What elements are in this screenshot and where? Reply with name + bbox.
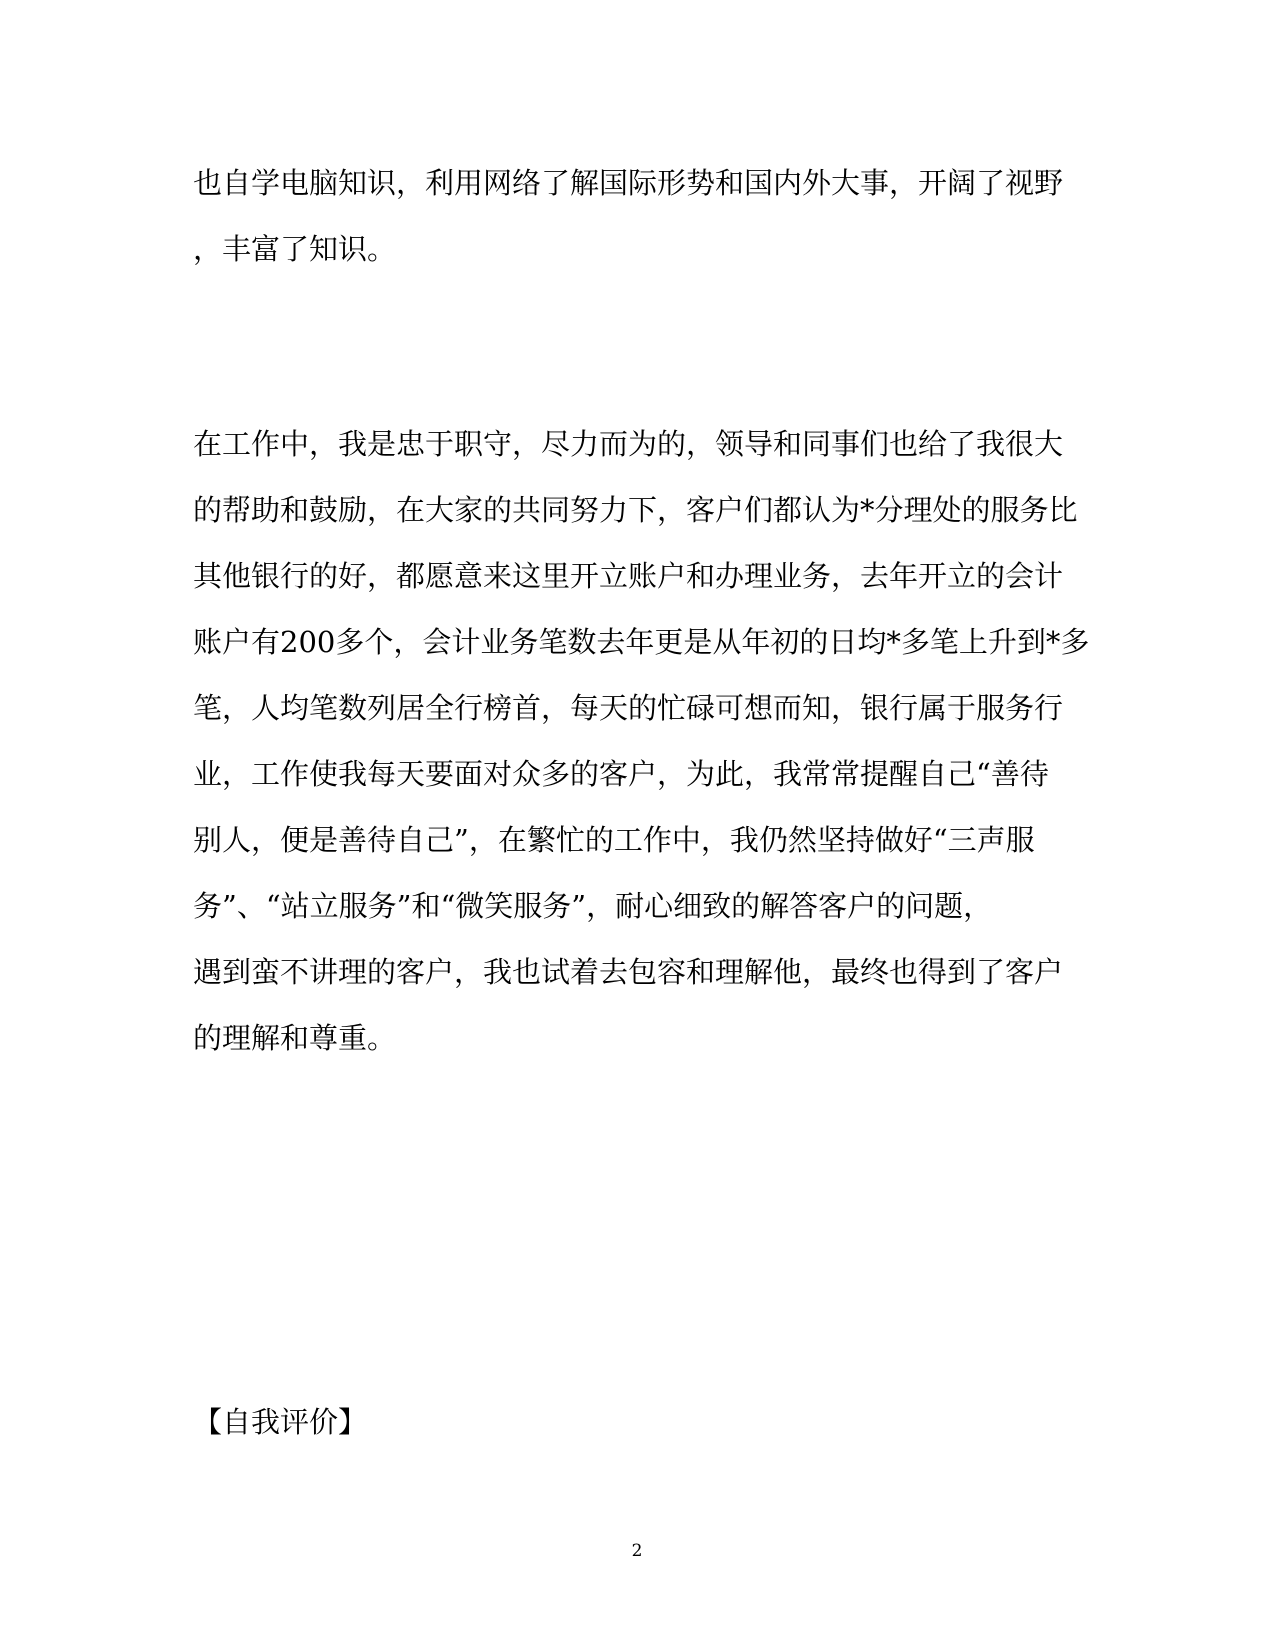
section-heading: 【自我评价】 <box>193 1405 368 1439</box>
paragraph2-line: 别人，便是善待自己”，在繁忙的工作中，我仍然坚持做好“三声服 <box>193 823 1035 857</box>
paragraph2-line: 笔，人均笔数列居全行榜首，每天的忙碌可想而知，银行属于服务行 <box>193 691 1064 725</box>
paragraph2-line: 业，工作使我每天要面对众多的客户，为此，我常常提醒自己“善待 <box>193 757 1049 791</box>
paragraph2-line: 在工作中，我是忠于职守，尽力而为的，领导和同事们也给了我很大 <box>193 427 1064 461</box>
paragraph2-line: 其他银行的好，都愿意来这里开立账户和办理业务，去年开立的会计 <box>193 559 1064 593</box>
paragraph2-line: 的理解和尊重。 <box>193 1021 397 1055</box>
paragraph2-line: 务”、“站立服务”和“微笑服务”，耐心细致的解答客户的问题， <box>193 889 993 923</box>
paragraph2-line: 的帮助和鼓励，在大家的共同努力下，客户们都认为*分理处的服务比 <box>193 493 1078 527</box>
paragraph1-line: 也自学电脑知识，利用网络了解国际形势和国内外大事，开阔了视野 <box>193 166 1064 200</box>
paragraph1-line: ，丰富了知识。 <box>193 232 397 266</box>
paragraph2-line: 账户有200多个，会计业务笔数去年更是从年初的日均*多笔上升到*多 <box>193 625 1090 659</box>
paragraph2-line: 遇到蛮不讲理的客户，我也试着去包容和理解他，最终也得到了客户 <box>193 955 1064 989</box>
page-number: 2 <box>631 1541 643 1561</box>
